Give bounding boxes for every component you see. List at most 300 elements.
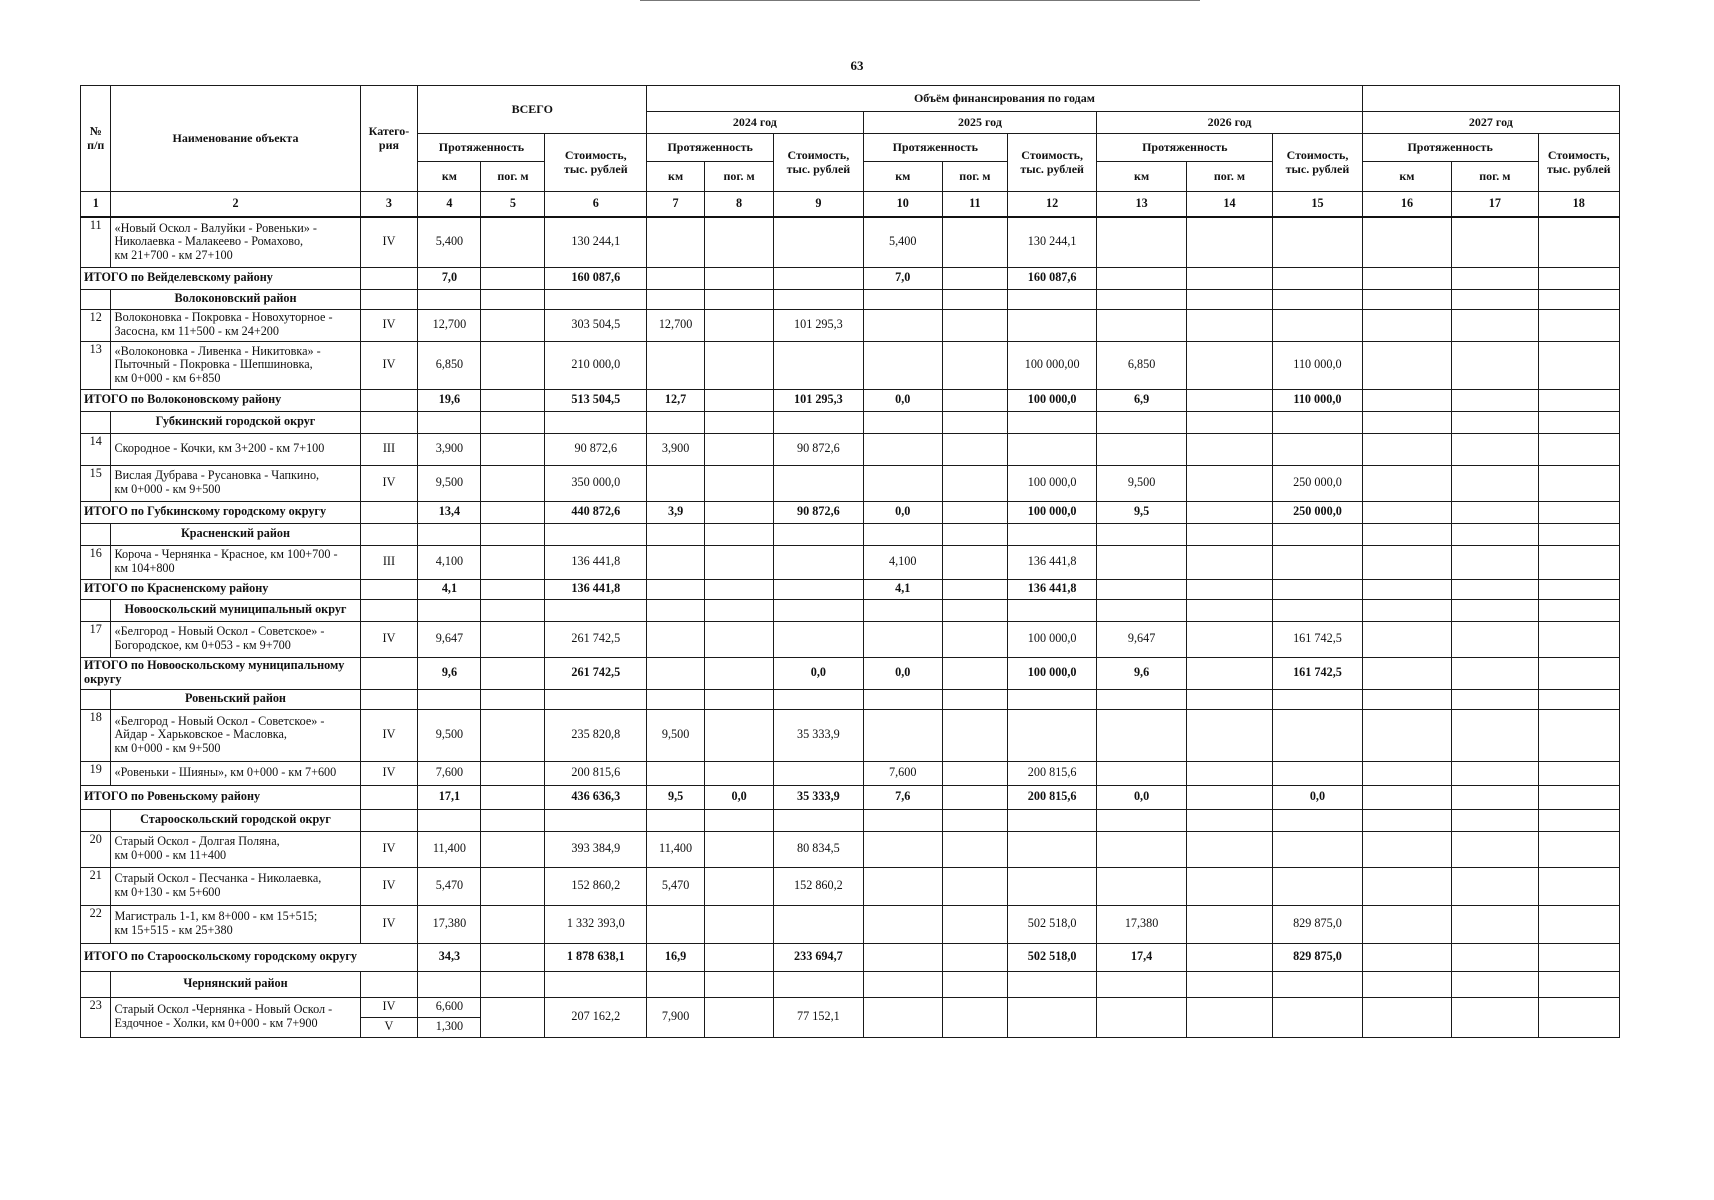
total-value-cell: 0,0 — [1273, 785, 1363, 809]
total-value-cell: 90 872,6 — [774, 501, 863, 523]
column-number: 5 — [481, 192, 545, 218]
value-cell — [1538, 761, 1619, 785]
empty-cell — [418, 411, 481, 433]
empty-cell — [1362, 599, 1451, 621]
value-cell: 9,647 — [418, 621, 481, 657]
value-cell: 136 441,8 — [545, 545, 647, 579]
value-cell: 9,500 — [418, 465, 481, 501]
value-cell — [1362, 545, 1451, 579]
header-year-2027: 2027 год — [1362, 112, 1619, 134]
value-cell — [647, 341, 705, 389]
value-cell — [481, 545, 545, 579]
total-row — [81, 579, 1620, 599]
total-value-cell — [1186, 267, 1272, 289]
total-value-cell: 100 000,0 — [1007, 657, 1096, 689]
value-cell: 77 152,1 — [774, 997, 863, 1037]
total-value-cell — [705, 657, 774, 689]
header-km: км — [863, 162, 942, 192]
total-value-cell — [1538, 389, 1619, 411]
district-row — [81, 289, 1620, 309]
column-number: 1 — [81, 192, 111, 218]
value-cell — [1452, 709, 1538, 761]
header-length-2024: Протяженность — [647, 134, 774, 162]
empty-cell — [774, 289, 863, 309]
value-cell — [942, 465, 1007, 501]
value-cell — [942, 217, 1007, 267]
value-cell: 152 860,2 — [774, 867, 863, 905]
district-row — [81, 971, 1620, 997]
value-cell: 17,380 — [418, 905, 481, 943]
empty-cell — [481, 411, 545, 433]
total-value-cell: 136 441,8 — [1007, 579, 1096, 599]
object-row — [81, 309, 1620, 341]
total-value-cell — [1452, 501, 1538, 523]
object-category: IV — [360, 761, 418, 785]
object-row — [81, 709, 1620, 761]
empty-cell — [360, 971, 418, 997]
empty-cell — [481, 809, 545, 831]
empty-cell — [863, 523, 942, 545]
total-value-cell: 0,0 — [863, 389, 942, 411]
value-cell — [1452, 905, 1538, 943]
empty-cell — [774, 599, 863, 621]
value-cell — [1362, 465, 1451, 501]
empty-cell — [942, 689, 1007, 709]
total-value-cell: 9,6 — [1097, 657, 1186, 689]
empty-cell — [1452, 971, 1538, 997]
header-length-total: Протяженность — [418, 134, 545, 162]
column-number: 9 — [774, 192, 863, 218]
value-cell — [1007, 997, 1096, 1037]
total-value-cell — [1538, 579, 1619, 599]
district-name: Чернянский район — [111, 971, 360, 997]
value-cell: 6,600 — [418, 997, 481, 1017]
total-value-cell: 233 694,7 — [774, 943, 863, 971]
value-cell — [705, 309, 774, 341]
object-category: IV — [360, 905, 418, 943]
value-cell: 12,700 — [647, 309, 705, 341]
empty-cell — [545, 689, 647, 709]
value-cell — [1186, 709, 1272, 761]
empty-cell — [647, 809, 705, 831]
value-cell — [481, 997, 545, 1037]
value-cell — [647, 905, 705, 943]
value-cell — [863, 341, 942, 389]
empty-cell — [1097, 523, 1186, 545]
empty-cell — [481, 689, 545, 709]
value-cell — [1452, 761, 1538, 785]
empty-cell — [545, 523, 647, 545]
value-cell: 303 504,5 — [545, 309, 647, 341]
value-cell — [1452, 341, 1538, 389]
total-value-cell: 9,6 — [418, 657, 481, 689]
row-number: 13 — [81, 341, 111, 389]
object-row — [81, 997, 1620, 1017]
object-name: «Белгород - Новый Оскол - Советское» - Богородское, км 0+053 - км 9+700 — [111, 621, 360, 657]
empty-cell — [1186, 599, 1272, 621]
object-category: V — [360, 1017, 418, 1037]
total-value-cell — [647, 267, 705, 289]
total-value-cell: 6,9 — [1097, 389, 1186, 411]
total-value-cell: 436 636,3 — [545, 785, 647, 809]
empty-cell — [545, 809, 647, 831]
value-cell — [1362, 761, 1451, 785]
total-value-cell — [481, 267, 545, 289]
district-name: Красненский район — [111, 523, 360, 545]
empty-cell — [863, 689, 942, 709]
empty-cell — [705, 599, 774, 621]
value-cell — [1452, 465, 1538, 501]
total-row — [81, 501, 1620, 523]
object-row — [81, 341, 1620, 389]
total-value-cell — [942, 657, 1007, 689]
header-pog-m: пог. м — [1186, 162, 1272, 192]
empty-cell — [705, 411, 774, 433]
value-cell — [1362, 433, 1451, 465]
column-number: 14 — [1186, 192, 1272, 218]
value-cell — [1538, 341, 1619, 389]
empty-cell — [481, 599, 545, 621]
value-cell: 90 872,6 — [545, 433, 647, 465]
total-value-cell — [705, 389, 774, 411]
header-cost-2025: Стоимость, тыс. рублей — [1007, 134, 1096, 192]
total-value-cell: 200 815,6 — [1007, 785, 1096, 809]
row-number: 14 — [81, 433, 111, 465]
total-value-cell: 12,7 — [647, 389, 705, 411]
empty-cell — [360, 289, 418, 309]
value-cell — [863, 465, 942, 501]
value-cell — [1538, 545, 1619, 579]
scan-top-rule — [640, 0, 1200, 1]
value-cell — [1538, 621, 1619, 657]
total-value-cell — [481, 579, 545, 599]
value-cell — [647, 761, 705, 785]
value-cell — [481, 867, 545, 905]
empty-cell — [1452, 523, 1538, 545]
empty-cell — [360, 411, 418, 433]
value-cell: 3,900 — [418, 433, 481, 465]
total-value-cell — [1362, 657, 1451, 689]
object-row — [81, 761, 1620, 785]
empty-cell — [1007, 599, 1096, 621]
value-cell — [1362, 217, 1451, 267]
value-cell — [481, 761, 545, 785]
empty-cell — [1538, 289, 1619, 309]
value-cell: 11,400 — [418, 831, 481, 867]
value-cell — [774, 545, 863, 579]
value-cell — [1452, 997, 1538, 1037]
total-value-cell — [1273, 267, 1363, 289]
object-name: Короча - Чернянка - Красное, км 100+700 - км 104+800 — [111, 545, 360, 579]
total-value-cell — [1538, 785, 1619, 809]
page-number: 63 — [850, 58, 864, 73]
value-cell: 7,600 — [418, 761, 481, 785]
total-value-cell: 7,0 — [418, 267, 481, 289]
value-cell — [481, 433, 545, 465]
value-cell: 100 000,0 — [1007, 465, 1096, 501]
empty-cell — [1538, 411, 1619, 433]
value-cell: 200 815,6 — [1007, 761, 1096, 785]
empty-cell — [1097, 411, 1186, 433]
total-value-cell — [1362, 267, 1451, 289]
value-cell — [1097, 545, 1186, 579]
total-value-cell — [942, 579, 1007, 599]
district-blank — [81, 523, 111, 545]
value-cell — [863, 709, 942, 761]
total-value-cell — [1362, 943, 1451, 971]
value-cell — [1097, 709, 1186, 761]
object-name: Старый Оскол -Чернянка - Новый Оскол - Ездочное - Холки, км 0+000 - км 7+900 — [111, 997, 360, 1037]
value-cell — [647, 465, 705, 501]
empty-cell — [774, 523, 863, 545]
value-cell — [1273, 433, 1363, 465]
object-category: IV — [360, 997, 418, 1017]
total-value-cell: 35 333,9 — [774, 785, 863, 809]
empty-cell — [1538, 809, 1619, 831]
value-cell — [1007, 309, 1096, 341]
value-cell — [1538, 465, 1619, 501]
header-km: км — [1097, 162, 1186, 192]
empty-cell — [1007, 689, 1096, 709]
value-cell: 100 000,0 — [1007, 621, 1096, 657]
empty-cell — [481, 971, 545, 997]
empty-cell — [1452, 289, 1538, 309]
value-cell — [942, 997, 1007, 1037]
table-body — [81, 217, 1620, 1037]
value-cell: 100 000,00 — [1007, 341, 1096, 389]
total-value-cell: 250 000,0 — [1273, 501, 1363, 523]
object-name: «Ровеньки - Шияны», км 0+000 - км 7+600 — [111, 761, 360, 785]
value-cell — [942, 545, 1007, 579]
value-cell — [1186, 867, 1272, 905]
total-value-cell — [942, 943, 1007, 971]
empty-cell — [647, 523, 705, 545]
empty-cell — [705, 689, 774, 709]
value-cell — [1097, 433, 1186, 465]
value-cell — [1362, 831, 1451, 867]
value-cell — [942, 341, 1007, 389]
empty-cell — [1273, 411, 1363, 433]
object-name: Вислая Дубрава - Русановка - Чапкино, км 0+000 - км 9+500 — [111, 465, 360, 501]
value-cell — [1538, 433, 1619, 465]
value-cell: 1 332 393,0 — [545, 905, 647, 943]
value-cell: 130 244,1 — [545, 217, 647, 267]
total-value-cell: 3,9 — [647, 501, 705, 523]
empty-cell — [1362, 689, 1451, 709]
district-name: Волоконовский район — [111, 289, 360, 309]
header-category: Катего- рия — [360, 86, 418, 192]
empty-cell — [647, 289, 705, 309]
total-value-cell — [1452, 579, 1538, 599]
value-cell — [705, 905, 774, 943]
value-cell — [1273, 217, 1363, 267]
empty-cell — [942, 289, 1007, 309]
value-cell — [1097, 217, 1186, 267]
value-cell — [1007, 831, 1096, 867]
value-cell — [1273, 997, 1363, 1037]
value-cell — [1007, 867, 1096, 905]
header-cost-total: Стоимость, тыс. рублей — [545, 134, 647, 192]
value-cell — [1452, 867, 1538, 905]
value-cell — [481, 309, 545, 341]
object-category: IV — [360, 831, 418, 867]
empty-cell — [647, 411, 705, 433]
value-cell — [1007, 433, 1096, 465]
value-cell — [1186, 831, 1272, 867]
total-value-cell: 34,3 — [418, 943, 481, 971]
empty-cell — [1362, 971, 1451, 997]
total-value-cell — [705, 579, 774, 599]
value-cell — [1007, 709, 1096, 761]
total-name: ИТОГО по Новооскольскому муниципальному округу — [81, 657, 361, 689]
value-cell — [1538, 997, 1619, 1037]
total-value-cell: 4,1 — [863, 579, 942, 599]
value-cell — [1186, 545, 1272, 579]
total-row — [81, 785, 1620, 809]
total-row — [81, 389, 1620, 411]
header-pog-m: пог. м — [942, 162, 1007, 192]
value-cell: 5,400 — [863, 217, 942, 267]
value-cell — [774, 217, 863, 267]
empty-cell — [1273, 523, 1363, 545]
value-cell: 152 860,2 — [545, 867, 647, 905]
empty-cell — [418, 599, 481, 621]
empty-cell — [705, 809, 774, 831]
empty-cell — [1538, 971, 1619, 997]
empty-cell — [1273, 971, 1363, 997]
row-number: 22 — [81, 905, 111, 943]
value-cell — [1538, 217, 1619, 267]
value-cell — [1186, 309, 1272, 341]
value-cell: 6,850 — [1097, 341, 1186, 389]
value-cell: 200 815,6 — [545, 761, 647, 785]
header-financing-blank — [1362, 86, 1619, 112]
value-cell — [942, 621, 1007, 657]
value-cell — [705, 217, 774, 267]
total-name: ИТОГО по Красненскому району — [81, 579, 361, 599]
total-value-cell — [942, 501, 1007, 523]
value-cell: 161 742,5 — [1273, 621, 1363, 657]
empty-cell — [360, 523, 418, 545]
object-name: «Новый Оскол - Валуйки - Ровеньки» - Николаевка - Малакеево - Ромахово, км 21+700 - км 27+100 — [111, 217, 360, 267]
total-value-cell: 513 504,5 — [545, 389, 647, 411]
total-row — [81, 267, 1620, 289]
empty-cell — [942, 809, 1007, 831]
value-cell — [863, 997, 942, 1037]
object-row — [81, 465, 1620, 501]
total-name: ИТОГО по Ровеньскому району — [81, 785, 361, 809]
total-value-cell — [1538, 267, 1619, 289]
total-value-cell: 101 295,3 — [774, 389, 863, 411]
total-value-cell — [647, 579, 705, 599]
empty-cell — [705, 523, 774, 545]
object-row — [81, 621, 1620, 657]
total-value-cell: 17,1 — [418, 785, 481, 809]
value-cell: 130 244,1 — [1007, 217, 1096, 267]
empty-cell — [863, 599, 942, 621]
empty-cell — [863, 809, 942, 831]
value-cell — [705, 341, 774, 389]
district-name: Губкинский городской округ — [111, 411, 360, 433]
value-cell — [1452, 309, 1538, 341]
total-name: ИТОГО по Вейделевскому району — [81, 267, 361, 289]
total-value-cell — [942, 267, 1007, 289]
total-value-cell: 13,4 — [418, 501, 481, 523]
header-km: км — [647, 162, 705, 192]
total-value-cell — [1452, 389, 1538, 411]
value-cell — [1273, 831, 1363, 867]
header-year-2026: 2026 год — [1097, 112, 1362, 134]
total-value-cell — [481, 657, 545, 689]
value-cell: 35 333,9 — [774, 709, 863, 761]
value-cell: 7,600 — [863, 761, 942, 785]
row-number: 20 — [81, 831, 111, 867]
district-name: Новооскольский муниципальный округ — [111, 599, 360, 621]
column-number: 3 — [360, 192, 418, 218]
row-number: 12 — [81, 309, 111, 341]
value-cell — [1362, 905, 1451, 943]
object-category: IV — [360, 621, 418, 657]
header-financing: Объём финансирования по годам — [647, 86, 1363, 112]
total-category — [360, 579, 418, 599]
district-row — [81, 809, 1620, 831]
value-cell: 7,900 — [647, 997, 705, 1037]
empty-cell — [1186, 971, 1272, 997]
value-cell: 110 000,0 — [1273, 341, 1363, 389]
header-pog-m: пог. м — [705, 162, 774, 192]
header-pog-m: пог. м — [481, 162, 545, 192]
value-cell — [1186, 433, 1272, 465]
total-value-cell: 9,5 — [647, 785, 705, 809]
object-row — [81, 545, 1620, 579]
total-name: ИТОГО по Старооскольскому городскому округу — [81, 943, 418, 971]
empty-cell — [1538, 599, 1619, 621]
empty-cell — [418, 689, 481, 709]
value-cell — [1452, 217, 1538, 267]
value-cell: 502 518,0 — [1007, 905, 1096, 943]
total-value-cell: 161 742,5 — [1273, 657, 1363, 689]
row-number: 16 — [81, 545, 111, 579]
object-row — [81, 433, 1620, 465]
object-category: IV — [360, 217, 418, 267]
empty-cell — [863, 971, 942, 997]
value-cell — [1538, 709, 1619, 761]
total-value-cell — [774, 579, 863, 599]
empty-cell — [705, 289, 774, 309]
header-length-2026: Протяженность — [1097, 134, 1273, 162]
object-category: IV — [360, 465, 418, 501]
header-km: км — [1362, 162, 1451, 192]
value-cell — [863, 831, 942, 867]
value-cell — [1097, 867, 1186, 905]
value-cell — [1273, 545, 1363, 579]
value-cell — [481, 905, 545, 943]
value-cell: 80 834,5 — [774, 831, 863, 867]
total-value-cell — [1538, 943, 1619, 971]
empty-cell — [1007, 809, 1096, 831]
value-cell — [1186, 621, 1272, 657]
empty-cell — [942, 971, 1007, 997]
empty-cell — [774, 971, 863, 997]
value-cell — [705, 867, 774, 905]
empty-cell — [418, 809, 481, 831]
total-value-cell — [1538, 657, 1619, 689]
district-blank — [81, 289, 111, 309]
district-row — [81, 523, 1620, 545]
value-cell — [1186, 341, 1272, 389]
district-row — [81, 689, 1620, 709]
value-cell: 90 872,6 — [774, 433, 863, 465]
